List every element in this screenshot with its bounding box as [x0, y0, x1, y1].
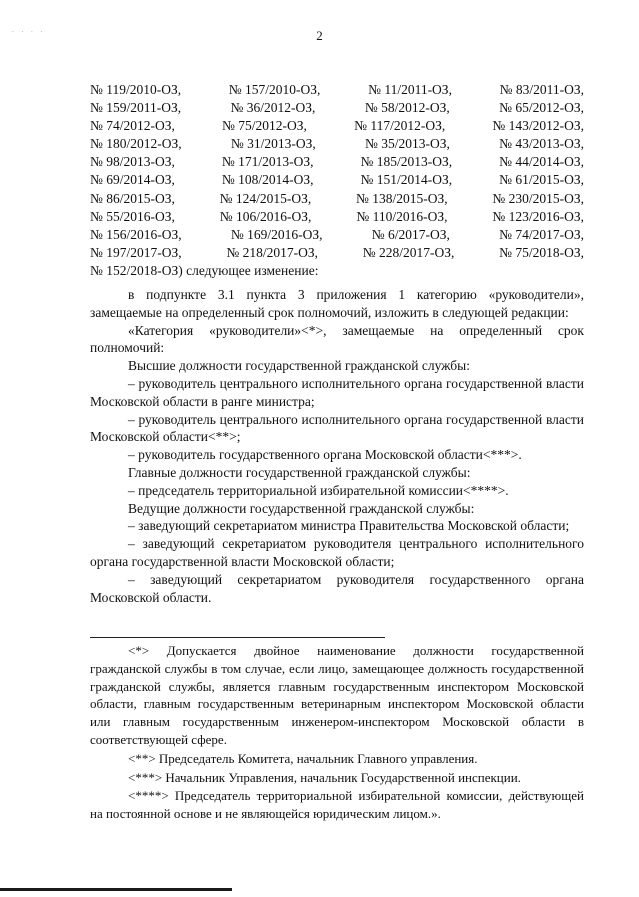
law-list-closing-line: № 152/2018-ОЗ) следующее изменение: [90, 262, 319, 278]
law-ref: № 157/2010-ОЗ, [228, 82, 321, 97]
highest-position-item: – руководитель центрального исполнительного органа государственной власти Московской области в ранге министра; [90, 375, 584, 409]
leading-position-item: – заведующий секретариатом руководителя государственного органа Московской области. [90, 571, 584, 605]
leading-position-item: – заведующий секретариатом руководителя центрального исполнительного органа государственной власти Московской области; [90, 536, 584, 569]
law-row [90, 135, 584, 153]
leading-positions-heading: Ведущие должности государственной гражданской службы: [128, 500, 475, 516]
scan-bottom-bar [0, 888, 232, 891]
law-ref: № 6/2017-ОЗ, [371, 226, 450, 242]
main-positions-heading: Главные должности государственной гражданской службы: [128, 464, 471, 480]
footnote: <****> Председатель территориальной избирательной комиссии, действующей на постоянной основе и не являющейся юридическим лицом.». [90, 788, 584, 822]
law-ref: № 185/2013-ОЗ, [360, 154, 453, 170]
law-ref: № 143/2012-ОЗ, [492, 118, 584, 134]
law-ref: № 35/2013-ОЗ, [364, 136, 450, 152]
main-position-item: – председатель территориальной избирательной комиссии<****>. [128, 482, 509, 498]
law-ref: № 123/2016-ОЗ, [492, 208, 584, 224]
law-ref: № 151/2014-ОЗ, [360, 172, 453, 188]
law-ref: № 180/2012-ОЗ, [90, 136, 182, 152]
law-row [90, 226, 584, 244]
law-ref: № 230/2015-ОЗ, [492, 190, 584, 206]
amendment-intro: в подпункте 3.1 пункта 3 приложения 1 категорию «руководители», замещаемые на определенный срок полномочий, изложить в следующей редакции: [90, 287, 584, 320]
footnote: <**> Председатель Комитета, начальник Главного управления. [128, 750, 478, 766]
law-ref: № 110/2016-ОЗ, [356, 208, 448, 224]
law-row [90, 190, 584, 208]
footnote: <***> Начальник Управления, начальник Государственной инспекции. [128, 769, 521, 785]
amendment-text [90, 286, 584, 606]
law-row [90, 81, 584, 99]
category-title: «Категория «руководители»<*>, замещаемые на определенный срок полномочий: [90, 322, 584, 356]
highest-position-item: – руководитель центрального исполнительного органа государственной власти Московской области<**>; [90, 411, 584, 445]
law-ref: № 124/2015-ОЗ, [219, 190, 312, 206]
law-ref: № 108/2014-ОЗ, [221, 172, 314, 188]
law-ref: № 55/2016-ОЗ, [90, 208, 175, 224]
law-number-list [90, 81, 584, 280]
highest-position-item: – руководитель государственного органа Московской области<***>. [128, 447, 522, 463]
law-ref: № 228/2017-ОЗ, [362, 244, 455, 260]
law-ref: № 74/2017-ОЗ, [499, 226, 584, 242]
law-row [90, 171, 584, 189]
law-ref: № 117/2012-ОЗ, [354, 118, 446, 134]
law-ref: № 106/2016-ОЗ, [219, 208, 312, 224]
scan-corner-marks: . . . . [12, 26, 46, 34]
leading-position-item: – заведующий секретариатом министра Правительства Московской области; [128, 518, 570, 534]
law-ref: № 83/2011-ОЗ, [499, 82, 584, 97]
law-row [90, 99, 584, 117]
law-ref: № 171/2013-ОЗ, [221, 154, 314, 170]
highest-positions-heading: Высшие должности государственной гражданской службы: [128, 358, 470, 374]
law-ref: № 75/2018-ОЗ, [499, 244, 584, 260]
law-ref: № 75/2012-ОЗ, [222, 118, 307, 134]
law-ref: № 197/2017-ОЗ, [90, 244, 182, 260]
law-row [90, 208, 584, 226]
law-ref: № 138/2015-ОЗ, [355, 190, 448, 206]
footnote-divider [90, 637, 385, 638]
law-ref: № 31/2013-ОЗ, [230, 136, 316, 152]
law-ref: № 86/2015-ОЗ, [90, 190, 175, 206]
law-ref: № 218/2017-ОЗ, [226, 244, 318, 260]
law-ref: № 69/2014-ОЗ, [90, 172, 175, 188]
law-ref: № 36/2012-ОЗ, [230, 100, 316, 116]
footnotes [90, 642, 584, 824]
law-row [90, 117, 584, 135]
page-number: 2 [316, 28, 323, 43]
law-ref: № 43/2013-ОЗ, [499, 136, 584, 152]
law-ref: № 61/2015-ОЗ, [499, 172, 584, 188]
law-ref: № 159/2011-ОЗ, [90, 100, 182, 116]
law-row [90, 153, 584, 171]
law-row [90, 244, 584, 262]
law-ref: № 119/2010-ОЗ, [90, 82, 182, 97]
law-ref: № 74/2012-ОЗ, [90, 118, 175, 134]
law-ref: № 44/2014-ОЗ, [499, 154, 584, 170]
footnote: <*> Допускается двойное наименование должности государственной гражданской службы в том случае, если лицо, замещающее должность государственной гражданской службы, является главным государственным инспектором Московской области, главным государственным ветеринарным инспектором Московской области или главным государственным инженером-инспектором Московской области в соответствующей сфере. [90, 643, 584, 747]
law-ref: № 58/2012-ОЗ, [364, 100, 450, 116]
law-ref: № 65/2012-ОЗ, [499, 100, 584, 116]
law-ref: № 156/2016-ОЗ, [90, 226, 182, 242]
law-ref: № 98/2013-ОЗ, [90, 154, 175, 170]
law-ref: № 11/2011-ОЗ, [368, 82, 452, 97]
law-ref: № 169/2016-ОЗ, [230, 226, 323, 242]
